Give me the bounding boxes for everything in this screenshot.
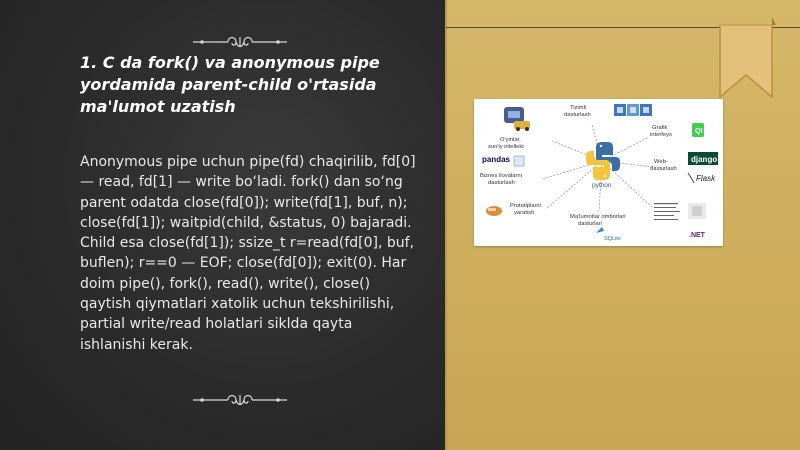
- label-prototiplar: Prototiplarni yaratish: [510, 203, 541, 216]
- game-robot-icon: [504, 107, 530, 131]
- pandas-label: pandas: [482, 155, 511, 164]
- slide-title: 1. C da fork() va anonymous pipe yordamida parent-child o'rtasida ma'lumot uzatish: [80, 53, 380, 116]
- python-logo-icon: [586, 142, 620, 180]
- qt-logo-label: Qt: [695, 128, 703, 135]
- panel-divider: [445, 0, 447, 450]
- bottom-ornament-icon: [190, 392, 290, 408]
- top-ornament-icon: [190, 34, 290, 50]
- center-label: python: [592, 182, 612, 189]
- dotnet-logo-icon: [688, 203, 706, 239]
- flask-logo-icon: [688, 173, 694, 183]
- spreadsheet-icon: [514, 156, 524, 166]
- label-grafik: Grafik interfeys: [650, 125, 672, 138]
- label-biznes: Biznes ilovalarni dasturlash: [480, 173, 522, 186]
- svg-text:.NET: .NET: [689, 232, 705, 239]
- document-list-icon: [654, 203, 680, 220]
- flask-label: Flask: [696, 174, 716, 183]
- sqlite-logo-icon: [596, 227, 621, 242]
- label-oyinlar: O'yinlar, sun'iy intellekt: [488, 137, 524, 150]
- slide-body-text: Anonymous pipe uchun pipe(fd) chaqirilib, fd[0] — read, fd[1] — write bo‘ladi. fork() dan so‘ng parent odatda close(fd[0]); write(fd[1], buf, n); close(fd[1]); waitpid(child, &status, 0) bajaradi. Child esa close(fd[1]); ssize_t r=read(fd[0], buf, buflen); r==0 — EOF; close(fd[0]); exit(0). Har doim pipe(), fork(), read(), write(), close() qaytish qiymatlari xatolik uchun tekshirilishi, partial write/read holatlari siklda qayta ishlanishi kerak.: [80, 154, 416, 353]
- python-applications-diagram: [474, 99, 723, 246]
- toolbar-icons: [614, 104, 652, 116]
- bookmark-ribbon-icon: [716, 17, 776, 99]
- django-label: django: [691, 155, 718, 164]
- label-web: Web-dasturlash: [650, 159, 677, 172]
- label-malumotlar: Ma'lumotlar omborlari dasturlari: [570, 214, 626, 227]
- connector-line: [552, 141, 602, 161]
- label-tizimli: Tizimli dasturlash: [564, 105, 591, 118]
- svg-text:SQLite: SQLite: [604, 236, 621, 242]
